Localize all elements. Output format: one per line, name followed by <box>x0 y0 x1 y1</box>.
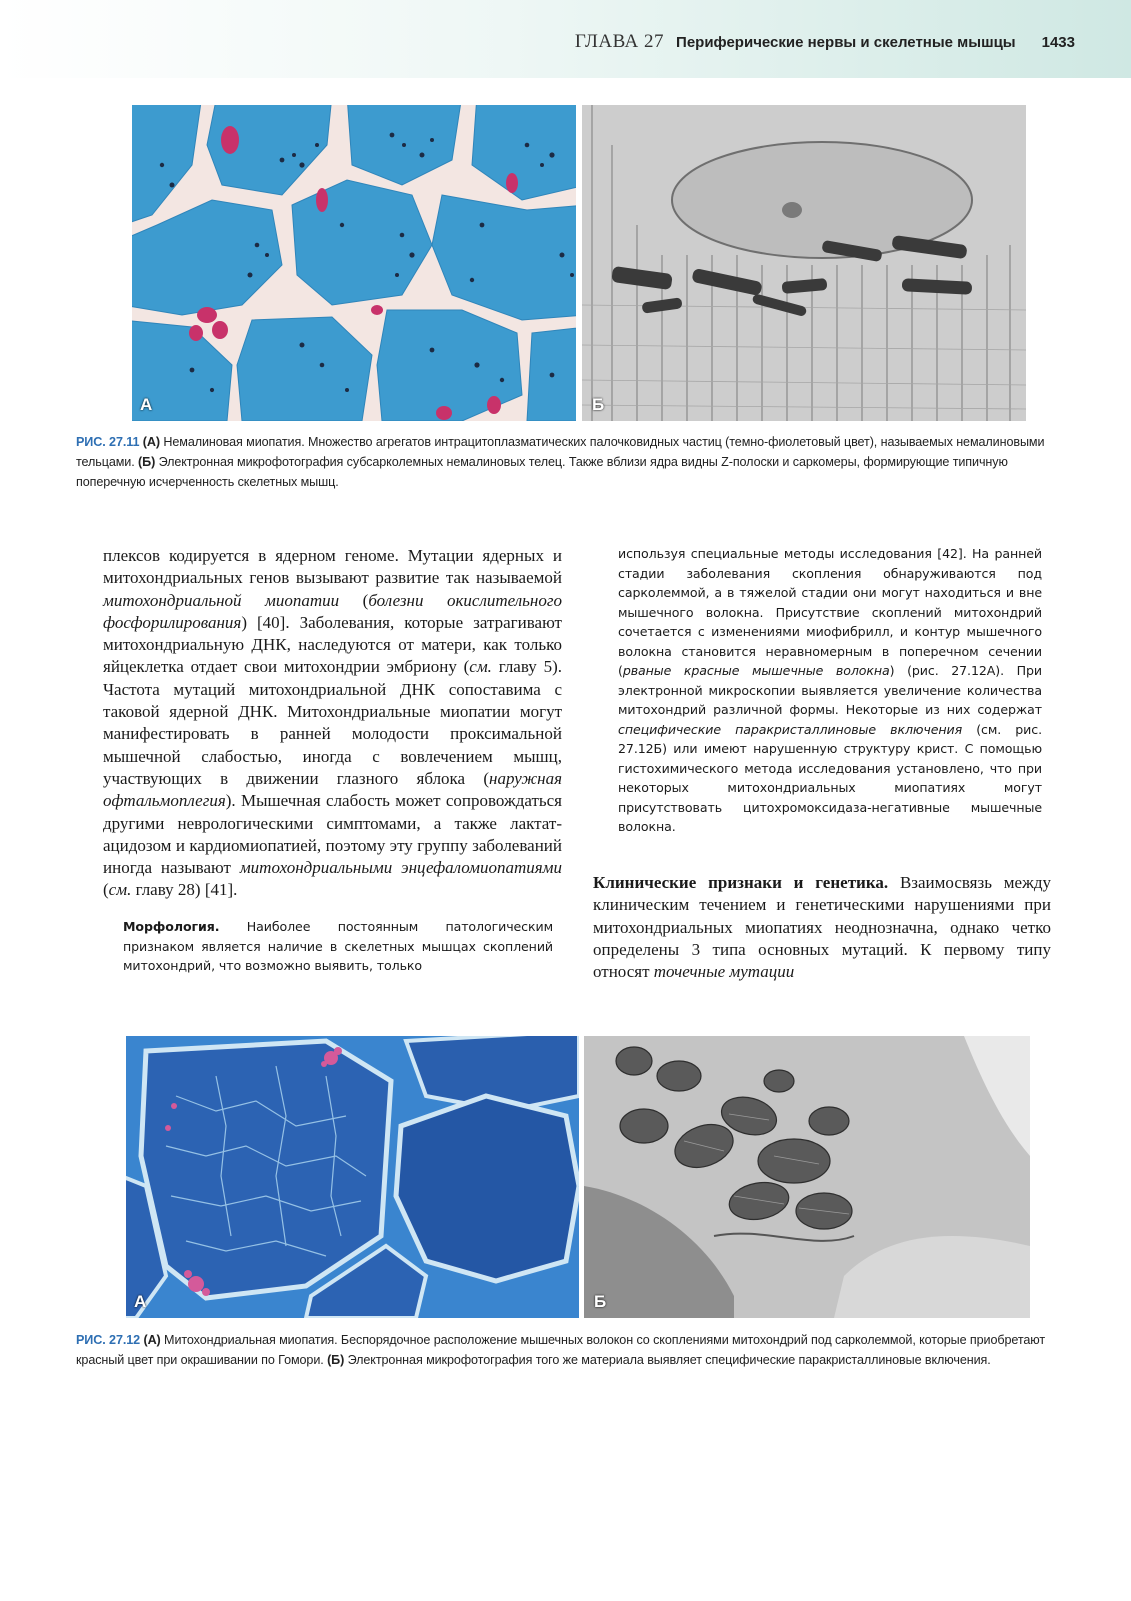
text-run: ) [40]. Заболевания, которые затрагивают митохондриальную ДНК, наследуются от матери, как только яйцеклетка отдает свои митохондрии эмбриону ( <box>103 612 562 677</box>
text-run: ( <box>339 590 369 610</box>
text-run: плексов кодируется в ядерном геноме. Мутации ядерных и митохондриальных генов вызывают развитие так называемой <box>103 546 562 588</box>
italic-term: митохондриальной миопатии <box>103 590 340 610</box>
italic-term: специфические паракристаллиновые включения <box>618 721 963 737</box>
figure-27-12-panel-a-letter: А <box>134 1292 147 1311</box>
text-run: главу 5). Частота мутаций митохондриальной ДНК сопоставима с таковой ядерной ДНК. Митохондриальные миопатии могут манифестировать в ранней молодости проксимальной мышечной слабостью, иногда с вовлечением мышц, участвующих в движении глазного яблока ( <box>103 657 562 788</box>
text-run: ) (рис. 27.12А). При электронной микроскопии выявляется увеличение количества митохондрий различной формы. Некоторые из них содержат <box>618 663 1042 717</box>
figure-27-11-caption-b-text: Электронная микрофотография субсарколемных немалиновых телец. Также вблизи ядра видны Z-полоски и саркомеры, формирующие типичную поперечную исчерченность скелетных мышц. <box>76 455 1008 489</box>
morphology-text: Наиболее постоянным патологическим признаком является наличие в скелетных мышцах скоплений митохондрий, что возможно выявить, только <box>123 919 553 973</box>
italic-term: см. <box>469 657 492 677</box>
morphology-section <box>123 917 553 976</box>
morphology-heading: Морфология. <box>123 919 220 934</box>
left-column-paragraph <box>103 545 562 902</box>
chapter-label: ГЛАВА 27 <box>574 31 665 52</box>
figure-27-12-number: РИС. 27.12 <box>76 1333 141 1347</box>
clinical-genetics-heading: Клинические признаки и генетика. <box>593 873 889 892</box>
figure-27-11-number: РИС. 27.11 <box>76 435 140 449</box>
figure-27-12-caption-a-text: Митохондриальная миопатия. Беспорядочное расположение мышечных волокон со скоплениями митохондрий под сарколеммой, которые приобретают красный цвет при окрашивании по Гомори. <box>76 1333 1046 1367</box>
italic-term: рваные красные мышечные волокна <box>622 663 890 678</box>
figure-27-12-caption-a-tag: (А) <box>143 1333 161 1347</box>
italic-term: точечные мутации <box>653 962 795 982</box>
running-head <box>575 31 1075 53</box>
figure-27-11-panel-b-letter: Б <box>592 395 605 414</box>
clinical-genetics-text: Взаимосвязь между клиническим течением и генетическими нарушениями при митохондриальных миопатиях неоднозначна, однако четко определены 3 типа основных мутаций. К первому типу относят <box>593 873 1051 982</box>
text-run: (см. рис. 27.12Б) или имеют нарушенную структуру крист. С помощью гистохимического метода исследования установлено, что при некоторых митохондриальных миопатиях могут присутствовать цитохромоксидаза-негативные мышечные волокна. <box>618 721 1042 834</box>
italic-term: болезни окислительного фосфорилирования <box>103 590 562 632</box>
italic-term: наружная офтальмоплегия <box>103 768 562 811</box>
figure-27-12-caption <box>76 1330 1052 1370</box>
italic-term: см. <box>108 880 132 900</box>
figure-27-11-panel-a-image <box>132 105 576 421</box>
figure-27-12-caption-b-text: Электронная микрофотография того же материала выявляет специфические паракристаллиновые включения. <box>344 1353 991 1367</box>
figure-27-12-panel-a-image <box>126 1036 579 1318</box>
text-run: главу 28) [41]. <box>131 880 238 900</box>
chapter-title: Периферические нервы и скелетные мышцы <box>676 34 1016 51</box>
figure-27-12-caption-b-tag: (Б) <box>327 1353 345 1367</box>
text-run: используя специальные методы исследования [42]. На ранней стадии заболевания скопления обнаруживаются под сарколеммой, а в тяжелой стадии они могут находиться и вне мышечного волокна. Присутствие скоплений митохондрий сочетается с изменениями миофибрилл, и контур мышечного волокна становится неравномерным в поперечном сечении ( <box>618 546 1042 678</box>
figure-27-11-panel-b-image <box>582 105 1026 421</box>
figure-27-12-panel-b-letter: Б <box>594 1292 607 1311</box>
figure-27-11-caption-b-tag: (Б) <box>138 455 156 469</box>
text-run: ( <box>103 880 109 900</box>
text-run: ). Мышечная слабость может сопровождаться другими неврологическими симптомами, а также лактат-ацидозом и кардиомиопатией, поэтому эту группу заболеваний иногда называют <box>103 791 562 878</box>
figure-27-11-caption <box>76 432 1050 492</box>
figure-27-12-panel-b-image <box>584 1036 1030 1318</box>
clinical-genetics-section <box>593 872 1051 983</box>
figure-27-11-panel-a-letter: А <box>140 395 153 414</box>
page-number: 1433 <box>1041 34 1075 51</box>
right-column-small-text <box>618 544 1042 837</box>
figure-27-11-caption-a-text: Немалиновая миопатия. Множество агрегатов интрацитоплазматических палочковидных частиц (темно-фиолетовый цвет), называемых немалиновыми тельцами. <box>76 435 1045 469</box>
italic-term: митохондриальными энцефаломиопатиями <box>239 858 562 878</box>
figure-27-11-caption-a-tag: (А) <box>142 435 160 449</box>
